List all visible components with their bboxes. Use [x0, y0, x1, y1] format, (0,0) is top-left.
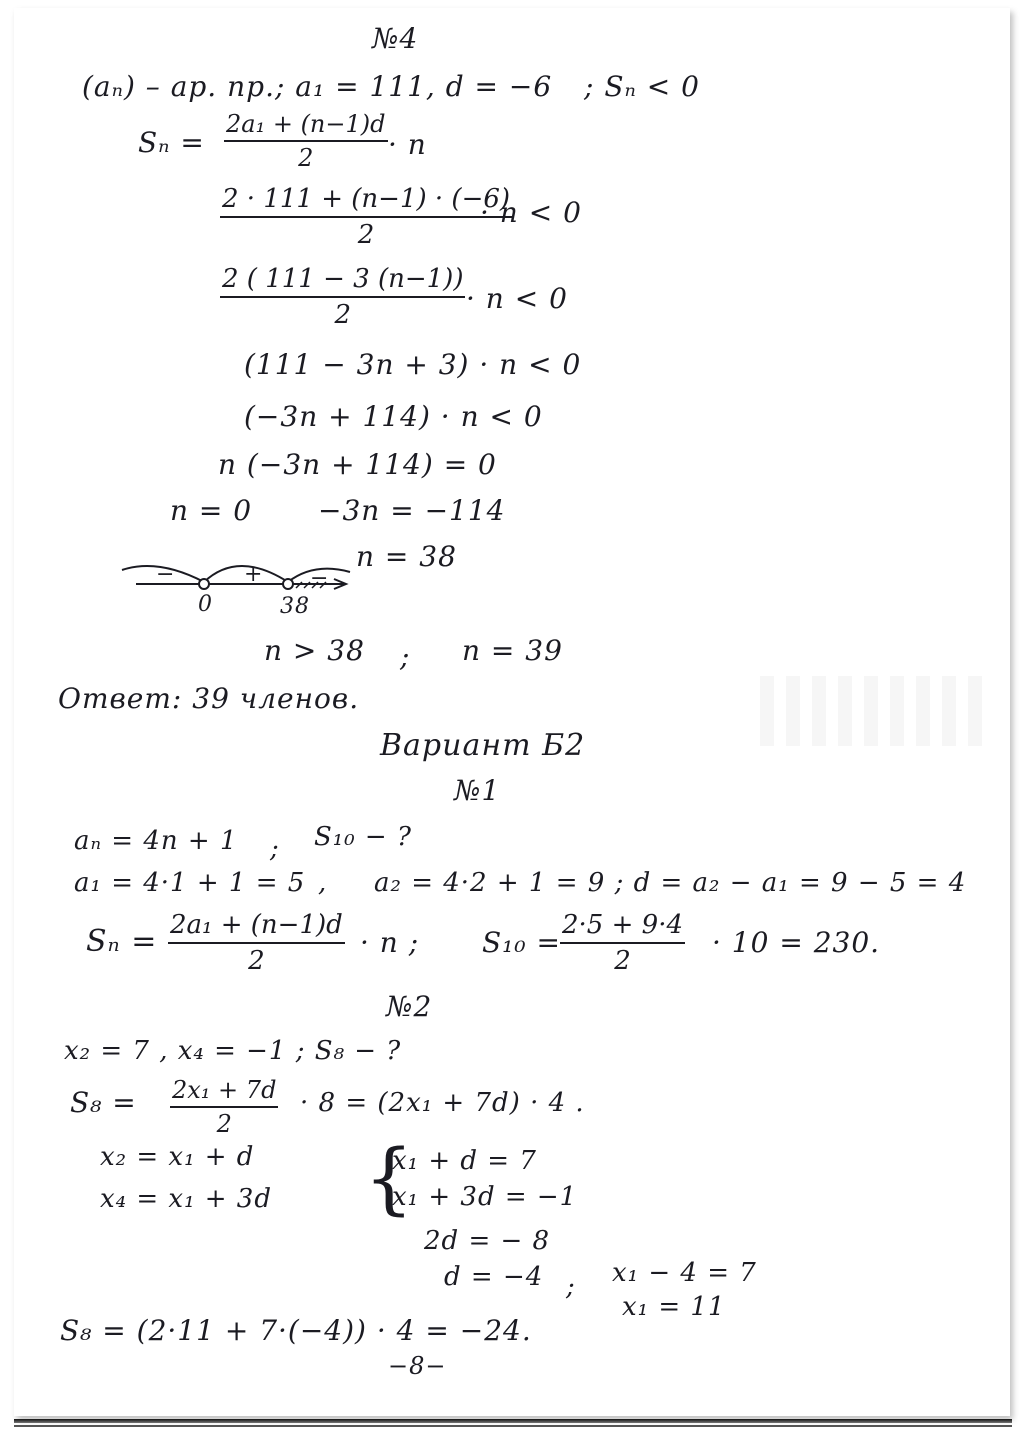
- numerator: 2 ( 111 − 3 (n−1)): [220, 264, 465, 298]
- problem4-sn-rhs: · n: [388, 128, 427, 161]
- problem2-eq-x1b: x₁ = 11: [622, 1292, 726, 1322]
- point-38: [283, 579, 293, 589]
- denominator: 2: [248, 946, 265, 976]
- denominator: 2: [334, 300, 351, 330]
- problem4-step5: n (−3n + 114) = 0: [218, 448, 497, 481]
- denominator: 2: [298, 144, 314, 172]
- problem4-result-n: n = 39: [462, 634, 563, 667]
- problem4-root1: n = 0: [170, 494, 253, 527]
- denominator: 2: [357, 220, 375, 250]
- numerator: 2·5 + 9·4: [560, 910, 685, 944]
- numerator: 2x₁ + 7d: [170, 1076, 278, 1108]
- problem2-system-eq2: x₁ + 3d = −1: [392, 1182, 578, 1212]
- numerator: 2 · 111 + (n−1) · (−6): [220, 184, 512, 218]
- problem1-ask: S₁₀ − ?: [314, 822, 412, 852]
- point-0: [199, 579, 209, 589]
- problem4-sn-lhs: Sₙ =: [138, 126, 205, 159]
- problem4-result-inequality: n > 38: [264, 634, 365, 667]
- page-bottom-rule-secondary: [14, 1425, 1012, 1427]
- problem1-sn-lhs: Sₙ =: [86, 924, 158, 959]
- problem2-x2: x₂ = x₁ + d: [100, 1142, 255, 1172]
- problem1-heading: №1: [454, 774, 501, 807]
- axis-tick-0: 0: [198, 592, 213, 617]
- problem2-eq-2d: 2d = − 8: [424, 1226, 551, 1256]
- axis-tick-38: 38: [280, 594, 310, 619]
- sign-right: −: [310, 566, 330, 591]
- problem2-system-eq1: x₁ + d = 7: [392, 1146, 537, 1176]
- problem4-step2-fraction: [220, 264, 465, 330]
- problem2-x4: x₄ = x₁ + 3d: [100, 1184, 272, 1214]
- problem4-step2-rhs: · n < 0: [466, 282, 568, 315]
- problem1-s10-lhs: S₁₀ =: [482, 926, 561, 959]
- problem4-root2b: n = 38: [356, 540, 457, 573]
- page-number: −8−: [388, 1352, 447, 1380]
- denominator: 2: [216, 1110, 232, 1138]
- denominator: 2: [614, 946, 631, 976]
- problem4-step1-fraction: [220, 184, 512, 250]
- problem4-step3: (111 − 3n + 3) · n < 0: [244, 348, 582, 381]
- problem1-given: aₙ = 4n + 1: [74, 826, 238, 856]
- problem1-sn-fraction: [168, 910, 345, 976]
- problem4-step1-rhs: · n < 0: [480, 196, 582, 229]
- sign-left: −: [156, 562, 176, 587]
- problem4-given: (aₙ) – ар. пр.; a₁ = 111, d = −6: [82, 70, 553, 103]
- problem2-s8-rhs: · 8 = (2x₁ + 7d) · 4 .: [300, 1088, 585, 1118]
- problem1-s10-fraction: [560, 910, 685, 976]
- page-bottom-rule: [14, 1419, 1012, 1423]
- numerator: 2a₁ + (n−1)d: [224, 110, 388, 142]
- problem2-eq-d: d = −4: [444, 1262, 544, 1292]
- problem4-heading: №4: [372, 22, 419, 55]
- problem4-root2a: −3n = −114: [318, 494, 506, 527]
- problem4-step4: (−3n + 114) · n < 0: [244, 400, 543, 433]
- problem2-separator: ;: [566, 1272, 576, 1302]
- problem1-a1: a₁ = 4·1 + 1 = 5: [74, 868, 306, 898]
- variant-title: Вариант Б2: [380, 728, 586, 763]
- problem2-s8-fraction: [170, 1076, 278, 1138]
- problem2-heading: №2: [386, 990, 433, 1023]
- problem4-sn-fraction: [224, 110, 388, 172]
- problem1-separator: ;: [270, 834, 280, 864]
- sign-middle: +: [244, 562, 264, 587]
- problem1-a2-and-d: a₂ = 4·2 + 1 = 9 ; d = a₂ − a₁ = 9 − 5 = 4: [374, 868, 967, 898]
- problem4-result-separator: ;: [400, 640, 411, 673]
- problem4-answer: Ответ: 39 членов.: [58, 682, 360, 715]
- problem4-condition: ; Sₙ < 0: [584, 70, 700, 103]
- scan-artifact: [760, 676, 990, 746]
- numerator: 2a₁ + (n−1)d: [168, 910, 345, 944]
- problem1-sn-rhs: · n ;: [360, 926, 420, 959]
- problem2-given: x₂ = 7 , x₄ = −1 ; S₈ − ?: [64, 1036, 402, 1066]
- problem2-s8-lhs: S₈ =: [70, 1086, 137, 1119]
- problem2-final: S₈ = (2·11 + 7·(−4)) · 4 = −24.: [60, 1314, 532, 1347]
- problem1-comma: ,: [318, 868, 328, 898]
- system-brace: {: [364, 1134, 414, 1224]
- problem2-eq-x1a: x₁ − 4 = 7: [612, 1258, 757, 1288]
- problem1-s10-rhs: · 10 = 230.: [712, 926, 881, 959]
